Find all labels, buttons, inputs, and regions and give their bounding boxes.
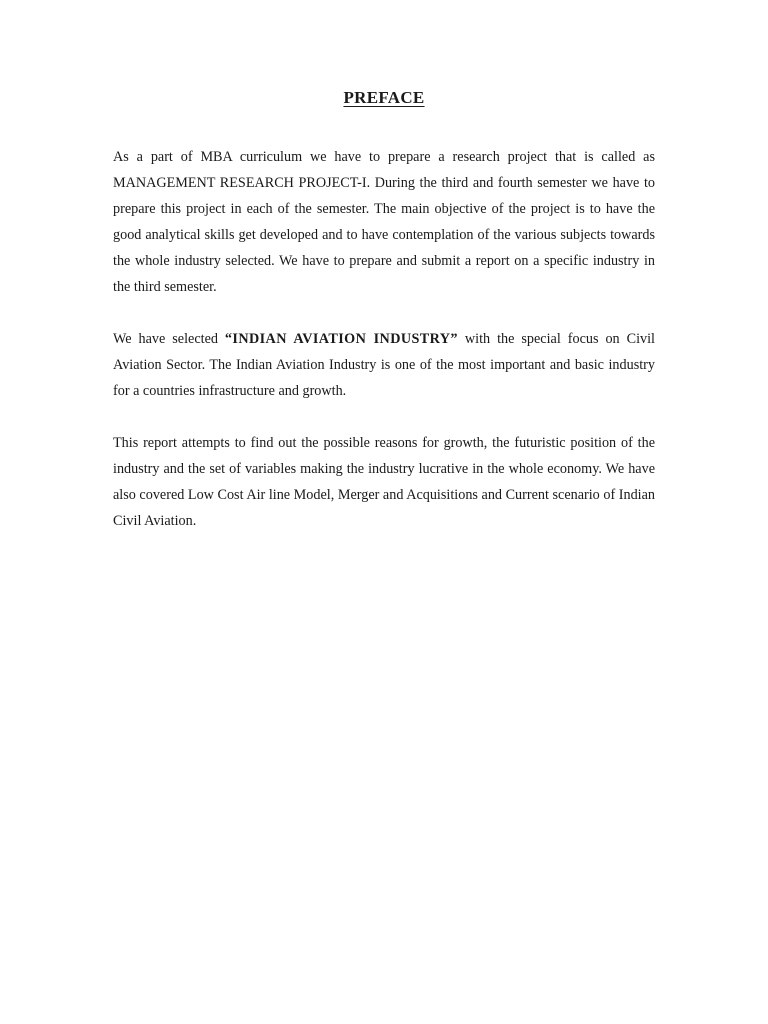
paragraph-report-scope: This report attempts to find out the possible reasons for growth, the futuristic position of the industry and the set of variables making the industry lucrative in the whole economy. We have also covered Low Cost Air line Model, Merger and Acquisitions and Current scenario of Indian Civil Aviation. bbox=[113, 435, 655, 529]
paragraph-text-after: with the special focus on Civil Aviation Sector. The Indian Aviation Industry is one of the most important and basic industry for a countries infrastructure and growth. bbox=[113, 331, 655, 399]
paragraph-text-before: We have selected bbox=[113, 331, 225, 347]
industry-name-emphasis: “INDIAN AVIATION INDUSTRY” bbox=[224, 331, 458, 347]
page-title: PREFACE bbox=[343, 88, 425, 107]
document-body bbox=[113, 144, 655, 560]
paragraph-industry-selection bbox=[113, 326, 655, 404]
paragraph-intro: As a part of MBA curriculum we have to prepare a research project that is called as MANAGEMENT RESEARCH PROJECT-I. During the third and fourth semester we have to prepare this project in each of the semester. The main objective of the project is to have the good analytical skills get developed and to have contemplation of the various subjects towards the whole industry selected. We have to prepare and submit a report on a specific industry in the third semester. bbox=[113, 149, 655, 295]
